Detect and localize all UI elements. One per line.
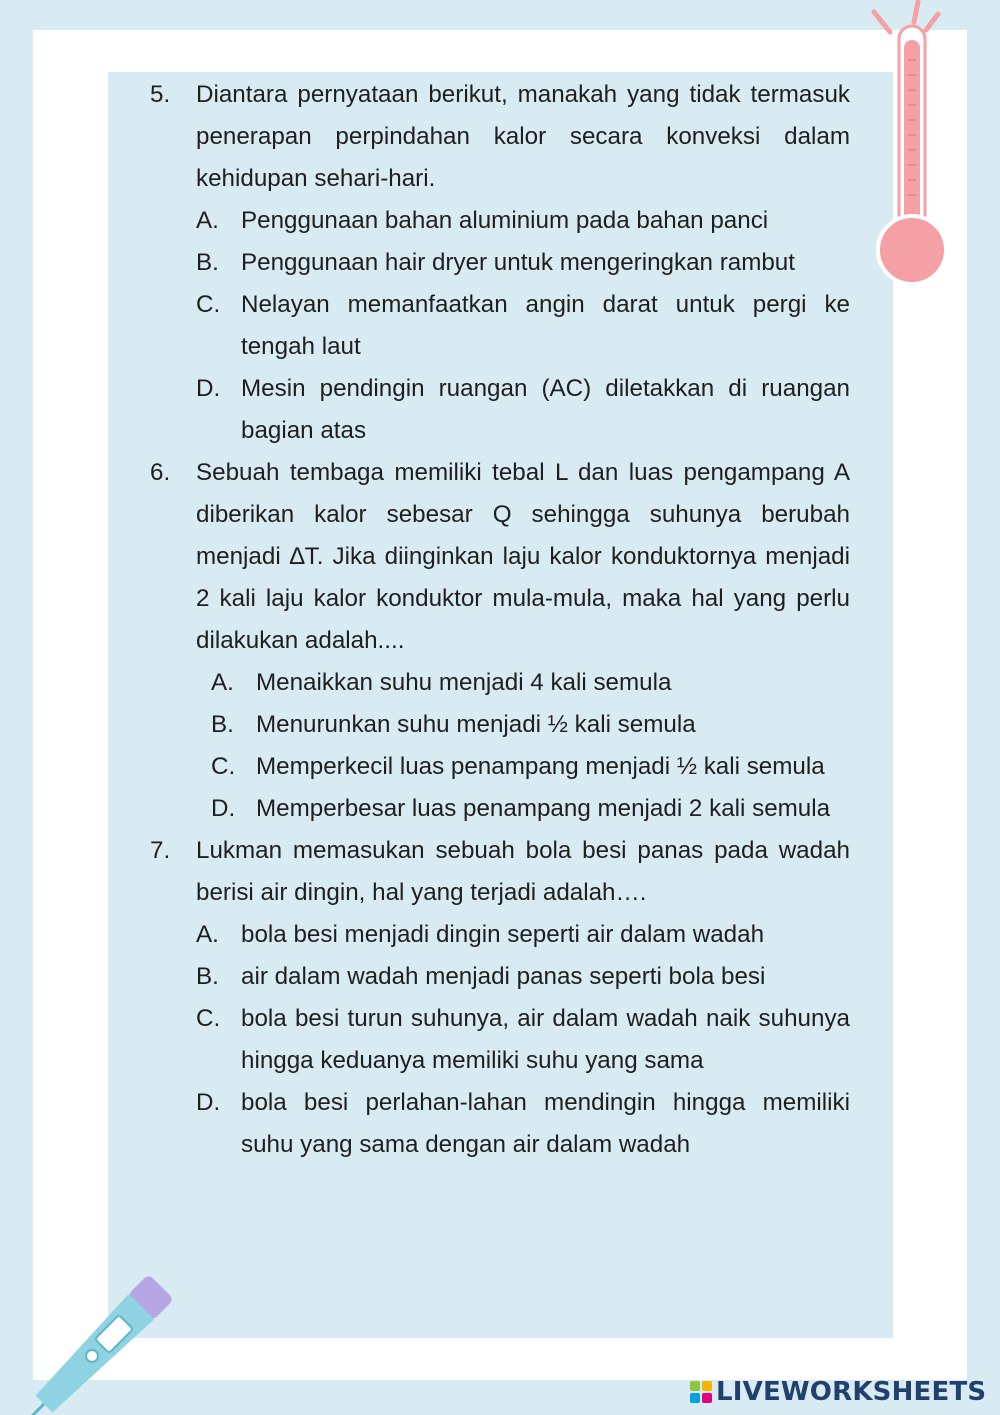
option-letter: D. bbox=[196, 1089, 221, 1116]
option-a[interactable] bbox=[196, 914, 850, 956]
option-letter: C. bbox=[211, 753, 236, 780]
question-stem: Diantara pernyataan berikut, manakah yang tidak termasuk penerapan perpindahan kalor secara konveksi dalam kehidupan sehari-hari. bbox=[196, 81, 850, 192]
option-letter: B. bbox=[196, 963, 219, 990]
liveworksheets-logo-icon bbox=[690, 1381, 712, 1403]
option-text: Memperbesar luas penampang menjadi 2 kali semula bbox=[256, 795, 831, 822]
option-d[interactable] bbox=[211, 788, 850, 830]
option-d[interactable] bbox=[196, 368, 850, 452]
worksheet-content bbox=[150, 74, 850, 1166]
option-c[interactable] bbox=[196, 998, 850, 1082]
liveworksheets-logo[interactable] bbox=[690, 1376, 986, 1408]
question-number: 7. bbox=[150, 837, 171, 864]
option-b[interactable] bbox=[196, 956, 850, 998]
brand-name: LIVEWORKSHEETS bbox=[716, 1377, 987, 1407]
option-letter: D. bbox=[196, 375, 221, 402]
option-text: air dalam wadah menjadi panas seperti bola besi bbox=[241, 963, 766, 990]
option-text: Menurunkan suhu menjadi ½ kali semula bbox=[256, 711, 696, 738]
option-text: Penggunaan bahan aluminium pada bahan panci bbox=[241, 207, 769, 234]
option-letter: B. bbox=[211, 711, 234, 738]
option-a[interactable] bbox=[196, 200, 850, 242]
option-text: Penggunaan hair dryer untuk mengeringkan rambut bbox=[241, 249, 795, 276]
option-letter: C. bbox=[196, 291, 221, 318]
option-c[interactable] bbox=[196, 284, 850, 368]
option-text: bola besi perlahan-lahan mendingin hingga memiliki suhu yang sama dengan air dalam wadah bbox=[241, 1089, 850, 1158]
option-letter: C. bbox=[196, 1005, 221, 1032]
option-text: bola besi turun suhunya, air dalam wadah naik suhunya hingga keduanya memiliki suhu yang sama bbox=[241, 1005, 850, 1074]
question-stem: Lukman memasukan sebuah bola besi panas pada wadah berisi air dingin, hal yang terjadi adalah…. bbox=[196, 837, 850, 906]
option-d[interactable] bbox=[196, 1082, 850, 1166]
option-a[interactable] bbox=[211, 662, 850, 704]
option-letter: A. bbox=[196, 207, 219, 234]
question-7 bbox=[150, 830, 850, 914]
option-letter: D. bbox=[211, 795, 236, 822]
question-5 bbox=[150, 74, 850, 200]
option-b[interactable] bbox=[211, 704, 850, 746]
question-6 bbox=[150, 452, 850, 662]
option-letter: A. bbox=[211, 669, 234, 696]
option-text: Mesin pendingin ruangan (AC) diletakkan di ruangan bagian atas bbox=[241, 375, 850, 444]
option-b[interactable] bbox=[196, 242, 850, 284]
option-c[interactable] bbox=[211, 746, 850, 788]
option-letter: A. bbox=[196, 921, 219, 948]
option-letter: B. bbox=[196, 249, 219, 276]
option-text: Menaikkan suhu menjadi 4 kali semula bbox=[256, 669, 672, 696]
option-text: Nelayan memanfaatkan angin darat untuk pergi ke tengah laut bbox=[241, 291, 850, 360]
option-text: bola besi menjadi dingin seperti air dalam wadah bbox=[241, 921, 765, 948]
question-number: 5. bbox=[150, 81, 171, 108]
thermometer-icon bbox=[860, 0, 1000, 300]
digital-thermometer-icon bbox=[0, 1270, 200, 1415]
question-number: 6. bbox=[150, 459, 171, 486]
option-text: Memperkecil luas penampang menjadi ½ kali semula bbox=[256, 753, 825, 780]
question-stem: Sebuah tembaga memiliki tebal L dan luas pengampang A diberikan kalor sebesar Q sehingga suhunya berubah menjadi ∆T. Jika diinginkan laju kalor konduktornya menjadi 2 kali laju kalor konduktor mula-mula, maka hal yang perlu dilakukan adalah.... bbox=[196, 459, 850, 654]
